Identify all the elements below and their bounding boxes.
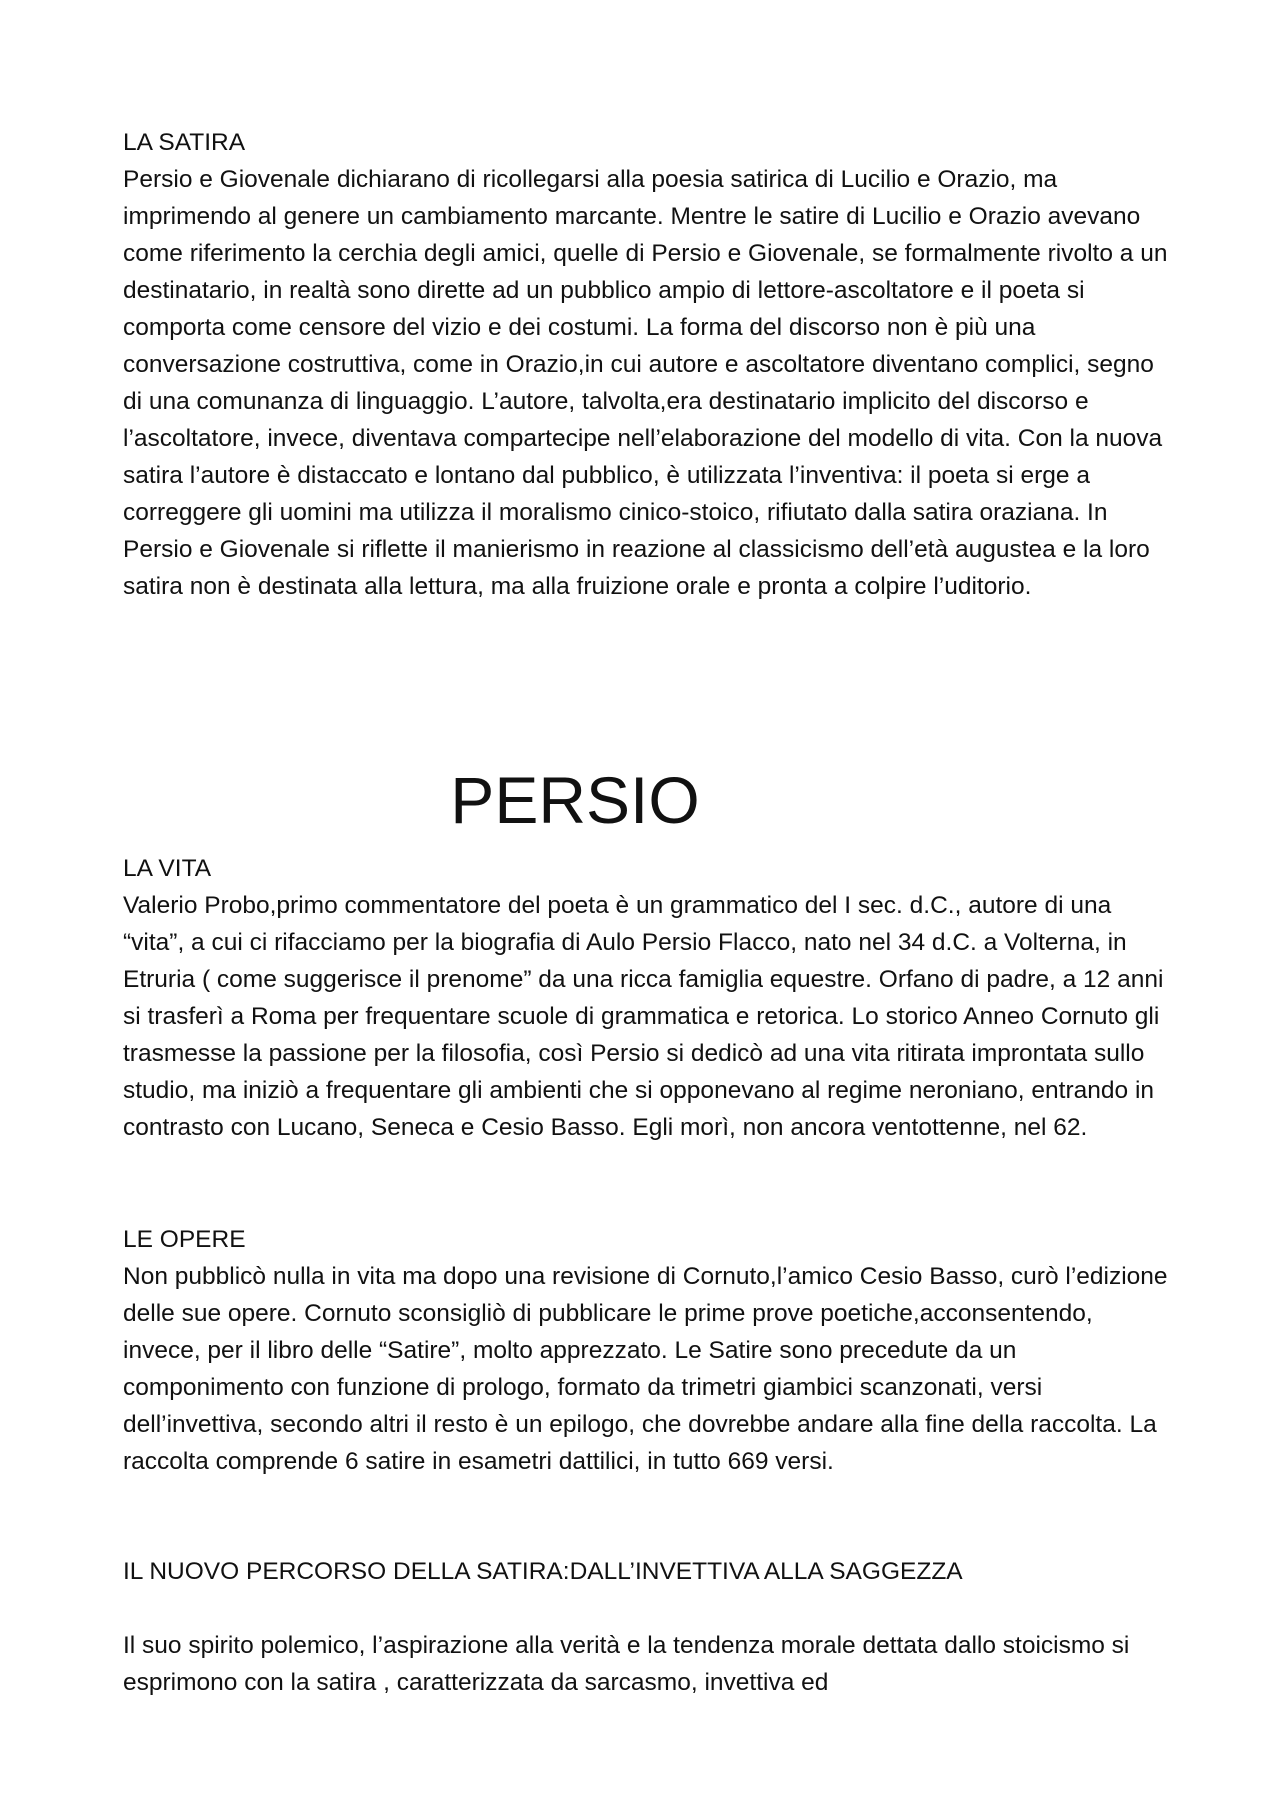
- section-la-vita: [123, 850, 1173, 1146]
- heading-le-opere: LE OPERE: [123, 1226, 246, 1253]
- heading-nuovo-percorso: IL NUOVO PERCORSO DELLA SATIRA:DALL’INVETTIVA ALLA SAGGEZZA: [123, 1558, 963, 1585]
- section-la-satira: [123, 124, 1173, 605]
- paragraph-la-vita: Valerio Probo,primo commentatore del poeta è un grammatico del I sec. d.C., autore di una “vita”, a cui ci rifacciamo per la biografia di Aulo Persio Flacco, nato nel 34 d.C. a Volterna, in Etruria ( come suggerisce il prenome” da una ricca famiglia equestre. Orfano di padre, a 12 anni si trasferì a Roma per frequentare scuole di grammatica e retorica. Lo storico Anneo Cornuto gli trasmesse la passione per la filosofia, così Persio si dedicò ad una vita ritirata improntata sullo studio, ma iniziò a frequentare gli ambienti che si opponevano al regime neroniano, entrando in contrasto con Lucano, Seneca e Cesio Basso. Egli morì, non ancora ventottenne, nel 62.: [123, 892, 1164, 1141]
- paragraph-nuovo-percorso: Il suo spirito polemico, l’aspirazione alla verità e la tendenza morale dettata dallo stoicismo si esprimono con la satira , caratterizzata da sarcasmo, invettiva ed: [123, 1632, 1130, 1696]
- title-persio: PERSIO: [450, 763, 700, 837]
- paragraph-le-opere: Non pubblicò nulla in vita ma dopo una revisione di Cornuto,l’amico Cesio Basso, curò l’edizione delle sue opere. Cornuto sconsigliò di pubblicare le prime prove poetiche,acconsentendo, invece, per il libro delle “Satire”, molto apprezzato. Le Satire sono precedute da un componimento con funzione di prologo, formato da trimetri giambici scanzonati, versi dell’invettiva, secondo altri il resto è un epilogo, che dovrebbe andare alla fine della raccolta. La raccolta comprende 6 satire in esametri dattilici, in tutto 669 versi.: [123, 1263, 1168, 1475]
- heading-la-satira: LA SATIRA: [123, 129, 246, 156]
- section-nuovo-percorso: [123, 1627, 1173, 1701]
- paragraph-la-satira: Persio e Giovenale dichiarano di ricollegarsi alla poesia satirica di Lucilio e Orazio, ma imprimendo al genere un cambiamento marcante. Mentre le satire di Lucilio e Orazio avevano come riferimento la cerchia degli amici, quelle di Persio e Giovenale, se formalmente rivolto a un destinatario, in realtà sono dirette ad un pubblico ampio di lettore-ascoltatore e il poeta si comporta come censore del vizio e dei costumi. La forma del discorso non è più una conversazione costruttiva, come in Orazio,in cui autore e ascoltatore diventano complici, segno di una comunanza di linguaggio. L’autore, talvolta,era destinatario implicito del discorso e l’ascoltatore, invece, diventava compartecipe nell’elaborazione del modello di vita. Con la nuova satira l’autore è distaccato e lontano dal pubblico, è utilizzata l’inventiva: il poeta si erge a correggere gli uomini ma utilizza il moralismo cinico-stoico, rifiutato dalla satira oraziana. In Persio e Giovenale si riflette il manierismo in reazione al classicismo dell’età augustea e la loro satira non è destinata alla lettura, ma alla fruizione orale e pronta a colpire l’uditorio.: [123, 166, 1168, 600]
- section-le-opere: [123, 1221, 1173, 1480]
- heading-la-vita: LA VITA: [123, 855, 212, 882]
- section-nuovo-percorso-heading: [123, 1553, 1173, 1590]
